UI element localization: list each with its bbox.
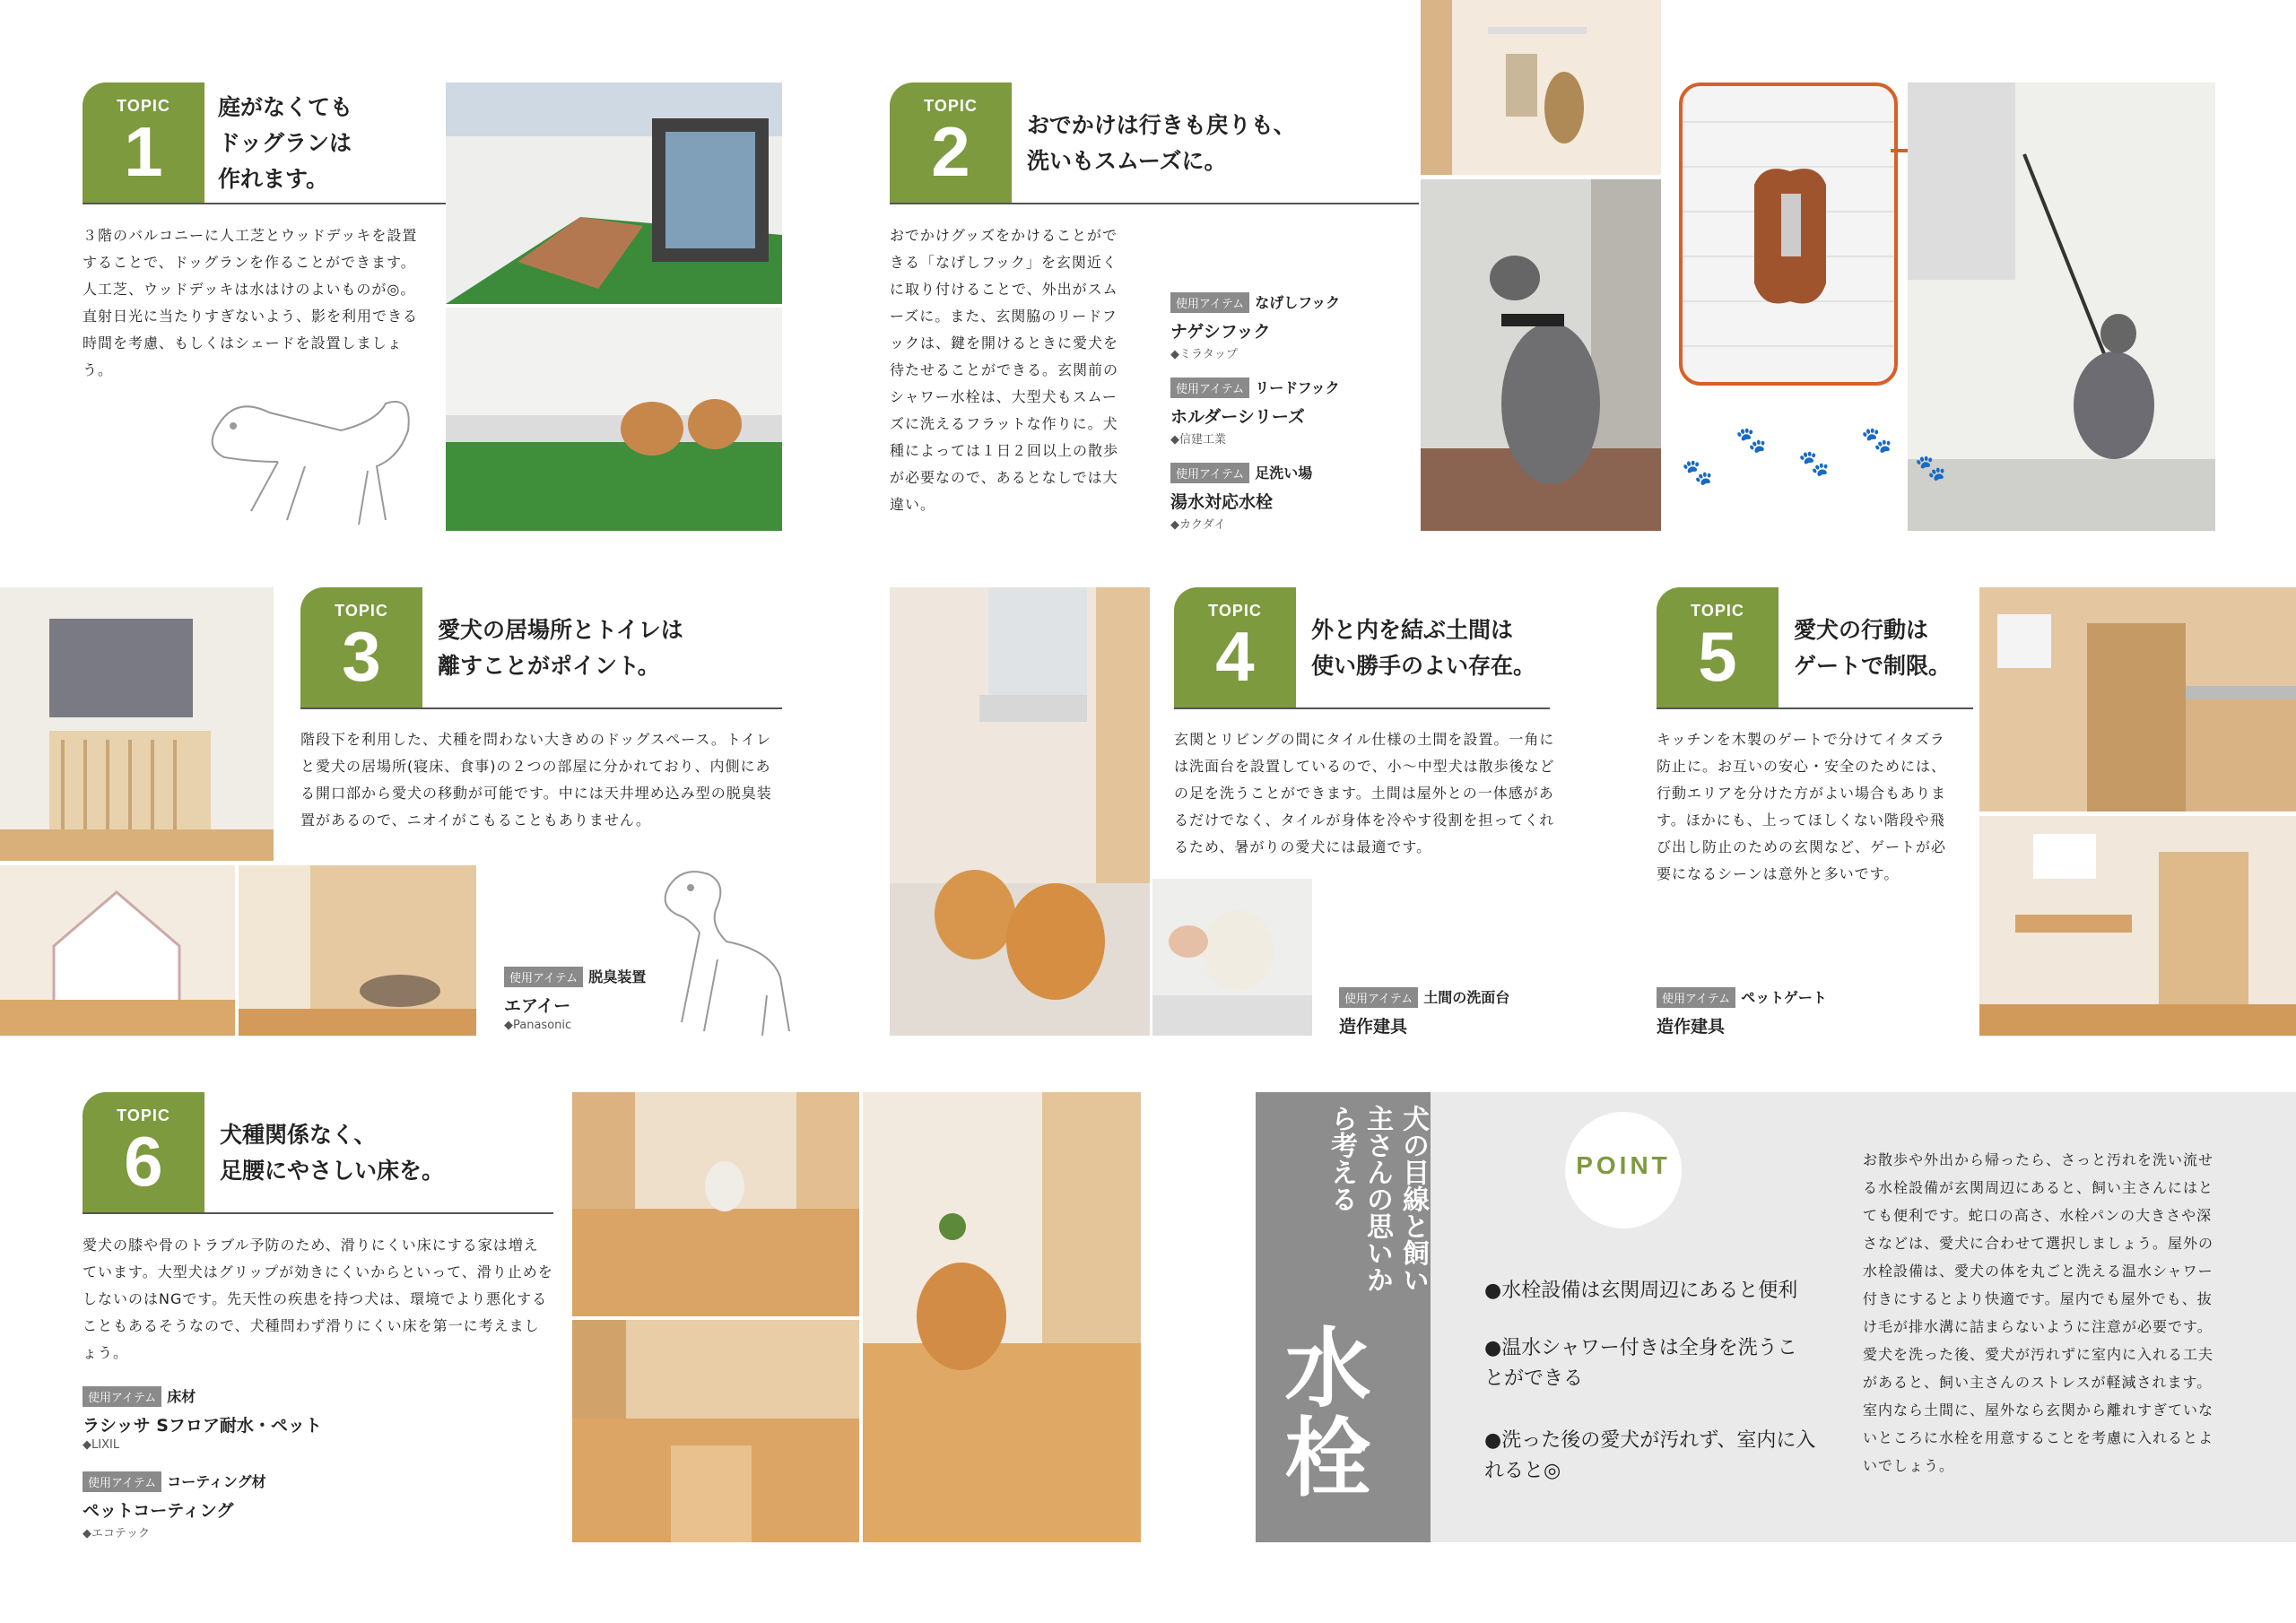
item-name: ホルダーシリーズ [1170, 407, 1305, 427]
divider [83, 203, 446, 204]
paw-print-icon: 🐾 [1915, 453, 1946, 482]
divider [890, 203, 1419, 204]
divider [83, 1212, 553, 1214]
dog-sketch-illustration [655, 861, 803, 1040]
topic-number: 2 [931, 112, 970, 191]
topic-6-body: 愛犬の膝や骨のトラブル予防のため、滑りにくい床にする家は増えています。大型犬はグリップが効きにくいからといって、滑り止めをしないのはNGです。先天性の疾患を持つ犬は、環境でより悪化することもあるそうなので、犬種問わず滑りにくい床を第一に考えましょう。 [83, 1237, 553, 1361]
balcony-photo [446, 82, 782, 304]
item-category: なげしフック [1255, 294, 1341, 311]
topic-1-body: ３階のバルコニーに人工芝とウッドデッキを設置することで、ドッグランを作ることができます。人工芝、ウッドデッキは水はけのよいものが◎。直射日光に当たりすぎないよう、影を利用できる時間を考慮、もしくはシェードを設置しましょう。 [83, 227, 419, 378]
divider [1657, 707, 1973, 709]
topic-number: 4 [1215, 617, 1255, 696]
topic-badge-4 [1174, 587, 1296, 709]
doma-corgis-photo [890, 587, 1150, 1036]
topic-badge-1 [83, 82, 204, 204]
topic-badge-3 [300, 587, 422, 709]
item-flooring [83, 1385, 322, 1452]
item-name: 造作建具 [1339, 1017, 1408, 1037]
lead-hook-closeup-frame [1679, 82, 1898, 386]
topic-badge-5 [1657, 587, 1779, 709]
corgis-on-turf-photo [446, 308, 782, 531]
hook-bags-photo [1421, 0, 1661, 175]
item-category: 脱臭装置 [588, 968, 647, 985]
point-bullet-1: ●水栓設備は玄関周辺にあると便利 [1484, 1280, 1798, 1302]
item-name: 造作建具 [1657, 1017, 1726, 1037]
topic-5-heading: 愛犬の行動は ゲートで制限。 [1794, 617, 1952, 679]
item-maker: ◆カクダイ [1170, 518, 1226, 532]
corgi-hallway-photo [863, 1092, 1141, 1542]
item-label-tag: 使用アイテム [1170, 378, 1249, 398]
paw-print-icon: 🐾 [1735, 425, 1767, 455]
item-name: 湯水対応水栓 [1170, 492, 1274, 512]
paw-print-icon: 🐾 [1861, 425, 1892, 455]
item-category: ペットゲート [1741, 989, 1827, 1006]
topic-number: 5 [1698, 617, 1737, 696]
dog-space-under-stairs-photo [0, 587, 274, 861]
paw-print-icon: 🐾 [1682, 457, 1713, 487]
dog-bed-room-photo [239, 865, 476, 1036]
item-maker: ◆エコテック [83, 1527, 150, 1541]
item-maker: ◆信建工業 [1170, 433, 1226, 447]
topic-2-body: おでかけグッズをかけることができる「なげしフック」を玄関近くに取り付けることで、外出がスムーズに。また、玄関脇のリードフックは、鍵を開けるときに愛犬を待たせることができる。玄関前のシャワー水栓は、大型犬もスムーズに洗えるフラットな作りに。犬種によっては１日２回以上の散歩が必要なので、あるとなしでは大違い。 [890, 227, 1119, 513]
topic-badge-2 [890, 82, 1012, 204]
item-doma-sink [1339, 986, 1509, 1037]
topic-2-heading: おでかけは行きも戻りも、 洗いもスムーズに。 [1027, 112, 1296, 174]
paw-print-icon: 🐾 [1798, 448, 1830, 478]
topic-6-heading: 犬種関係なく、 足腰にやさしい床を。 [220, 1122, 445, 1184]
kitchen-gate-photo [1979, 587, 2296, 812]
item-label-tag: 使用アイテム [1339, 987, 1418, 1008]
dog-on-lead-hook-photo [1908, 82, 2215, 531]
item-category: 土間の洗面台 [1423, 989, 1510, 1006]
item-label-tag: 使用アイテム [1170, 463, 1249, 483]
item-category: 床材 [167, 1388, 196, 1405]
point-body: お散歩や外出から帰ったら、さっと汚れを洗い流せる水栓設備が玄関周辺にあると、飼い主さんにはとても便利です。蛇口の高さ、水栓パンの大きさや深さなどは、愛犬に合わせて選択しましょう。屋外の水栓設備は、愛犬の体を丸ごと洗える温水シャワー付きにするとより快適です。屋内でも屋外でも、抜け毛が排水溝に詰まらないように注意が必要です。愛犬を洗った後、愛犬が汚れずに室内に入れる工夫があると、飼い主さんのストレスが軽減されます。室内なら土間に、屋外なら玄関から離れすぎていないところに水栓を用意することを考慮に入れるとよいでしょう。 [1863, 1151, 2214, 1474]
point-subtitle-vertical: 犬の目線と飼い主さんの思いから考える [1326, 1105, 1429, 1293]
dog-at-shower-photo [1421, 179, 1661, 531]
item-maker: ◆Panasonic [504, 1019, 572, 1032]
item-label-tag: 使用アイテム [504, 967, 583, 987]
dog-running-hallway-photo [572, 1092, 859, 1316]
topic-label: TOPIC [117, 1107, 170, 1124]
item-category: 足洗い場 [1255, 464, 1313, 482]
topic-3-body: 階段下を利用した、犬種を問わない大きめのドッグスペース。トイレと愛犬の居場所(寝床、食事)の２つの部屋に分かれており、内側にある開口部から愛犬の移動が可能です。中には天井埋め込み型の脱臭装置があるので、ニオイがこもることもありません。 [300, 731, 772, 829]
item-deodorizer [504, 966, 646, 1032]
topic-number: 6 [124, 1122, 163, 1201]
topic-4-body: 玄関とリビングの間にタイル仕様の土間を設置。一角には洗面台を設置しているので、小～中型犬は散歩後などの足を洗うことができます。土間は屋外との一体感があるだけでなく、タイルが身体を冷やす役割を担ってくれるため、暑がりの愛犬には最適です。 [1174, 731, 1555, 855]
divider [1174, 707, 1550, 709]
item-coating [83, 1471, 266, 1541]
item-name: エアイー [504, 996, 571, 1016]
topic-label: TOPIC [1691, 602, 1744, 620]
topic-number: 1 [124, 112, 163, 191]
item-category: コーティング材 [167, 1473, 266, 1490]
item-label-tag: 使用アイテム [83, 1386, 161, 1407]
item-lead-hook [1170, 377, 1340, 447]
item-name: ラシッサ Sフロア耐水・ペット [83, 1416, 322, 1436]
item-name: ナゲシフック [1170, 322, 1271, 342]
dog-sketch-illustration [197, 377, 426, 534]
washing-dog-photo [1152, 879, 1312, 1036]
topic-1-heading: 庭がなくても ドッグランは 作れます。 [218, 94, 353, 192]
dog-house-interior-photo [0, 865, 235, 1036]
item-label-tag: 使用アイテム [1170, 292, 1249, 313]
item-nageshi-hook [1170, 291, 1340, 361]
item-name: ペットコーティング [83, 1501, 234, 1521]
item-pet-gate [1657, 986, 1827, 1037]
topic-label: TOPIC [117, 97, 170, 115]
item-foot-wash [1170, 462, 1312, 532]
point-title-vertical: 水栓 [1271, 1323, 1371, 1502]
item-label-tag: 使用アイテム [1657, 987, 1735, 1008]
entrance-gate-photo [1979, 816, 2296, 1036]
topic-3-heading: 愛犬の居場所とトイレは 離すことがポイント。 [438, 617, 683, 679]
topic-label: TOPIC [1208, 602, 1262, 620]
topic-number: 3 [342, 617, 381, 696]
item-maker: ◆ミラタップ [1170, 348, 1238, 361]
item-label-tag: 使用アイテム [83, 1471, 161, 1492]
topic-label: TOPIC [335, 602, 388, 620]
point-bullet-3: ●洗った後の愛犬が汚れず、室内に入れると◎ [1484, 1429, 1816, 1482]
topic-5-body: キッチンを木製のゲートで分けてイタズラ防止に。お互いの安心・安全のためには、行動エリアを分けた方がよい場合もあります。ほかにも、上ってほしくない階段や飛び出し防止のための玄関など、ゲートが必要になるシーンは意外と多いです。 [1657, 731, 1947, 882]
point-bullet-2: ●温水シャワー付きは全身を洗うことができる [1484, 1337, 1797, 1390]
point-circle-label: POINT [1576, 1151, 1671, 1179]
topic-badge-6 [83, 1092, 204, 1214]
item-category: リードフック [1255, 379, 1340, 396]
topic-label: TOPIC [924, 97, 978, 115]
divider [300, 707, 782, 709]
topic-4-heading: 外と内を結ぶ土間は 使い勝手のよい存在。 [1311, 617, 1536, 679]
item-maker: ◆LIXIL [83, 1438, 120, 1452]
glossy-floor-hallway-photo [572, 1320, 859, 1542]
